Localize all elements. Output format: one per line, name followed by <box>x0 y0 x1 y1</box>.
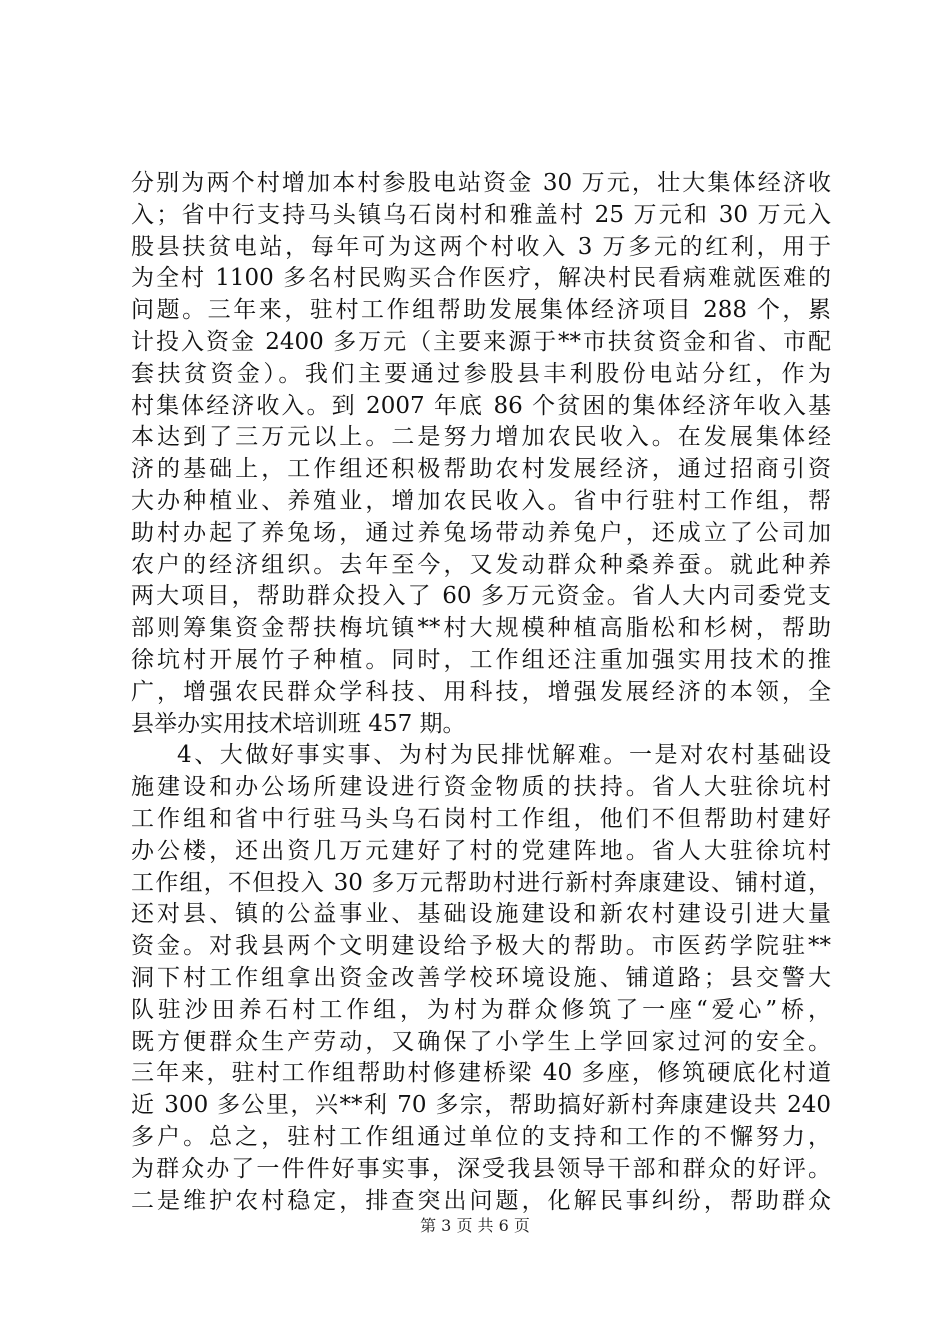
text-line: 工作组和省中行驻马头乌石岗村工作组，他们不但帮助村建好 <box>131 805 831 832</box>
text-line: 两大项目，帮助群众投入了 60 多万元资金。省人大内司委党支 <box>131 583 831 610</box>
text-line: 二是维护农村稳定，排查突出问题，化解民事纠纷，帮助群众 <box>131 1187 831 1214</box>
text-line: 资金。对我县两个文明建设给予极大的帮助。市医药学院驻** <box>131 933 831 960</box>
text-line: 为群众办了一件件好事实事，深受我县领导干部和群众的好评。 <box>131 1155 831 1182</box>
text-line: 工作组，不但投入 30 多万元帮助村进行新村奔康建设、铺村道， <box>131 869 831 896</box>
text-line: 多户。总之，驻村工作组通过单位的支持和工作的不懈努力， <box>131 1123 831 1150</box>
text-line: 农户的经济组织。去年至今，又发动群众种桑养蚕。就此种养 <box>131 551 831 578</box>
text-line: 办公楼，还出资几万元建好了村的党建阵地。省人大驻徐坑村 <box>131 837 831 864</box>
text-line: 还对县、镇的公益事业、基础设施建设和新农村建设引进大量 <box>131 901 831 928</box>
text-line: 广，增强农民群众学科技、用科技，增强发展经济的本领，全 <box>131 678 831 705</box>
text-line: 施建设和办公场所建设进行资金物质的扶持。省人大驻徐坑村 <box>131 774 831 801</box>
paragraph-start-line: 4、大做好事实事、为村为民排忧解难。一是对农村基础设 <box>177 742 831 769</box>
page-footer: 第 3 页 共 6 页 <box>420 1216 530 1235</box>
text-line: 套扶贫资金）。我们主要通过参股县丰利股份电站分红，作为 <box>131 360 831 387</box>
text-line: 村集体经济收入。到 2007 年底 86 个贫困的集体经济年收入基 <box>131 392 831 419</box>
text-line: 助村办起了养兔场，通过养兔场带动养兔户，还成立了公司加 <box>131 519 831 546</box>
text-line: 大办种植业、养殖业，增加农民收入。省中行驻村工作组，帮 <box>131 487 831 514</box>
text-line: 股县扶贫电站，每年可为这两个村收入 3 万多元的红利，用于 <box>131 233 831 260</box>
text-line: 既方便群众生产劳动，又确保了小学生上学回家过河的安全。 <box>131 1028 831 1055</box>
text-line: 入；省中行支持马头镇乌石岗村和雅盖村 25 万元和 30 万元入 <box>131 201 831 228</box>
text-line: 洞下村工作组拿出资金改善学校环境设施、铺道路；县交警大 <box>131 964 831 991</box>
paragraph-end-line: 县举办实用技术培训班 457 期。 <box>131 710 466 737</box>
text-line: 徐坑村开展竹子种植。同时，工作组还注重加强实用技术的推 <box>131 646 831 673</box>
text-line: 分别为两个村增加本村参股电站资金 30 万元，壮大集体经济收 <box>131 170 831 196</box>
text-line: 部则筹集资金帮扶梅坑镇**村大规模种植高脂松和杉树，帮助 <box>131 615 831 642</box>
text-line: 队驻沙田养石村工作组，为村为群众修筑了一座“爱心”桥， <box>131 996 831 1023</box>
text-line: 为全村 1100 多名村民购买合作医疗，解决村民看病难就医难的 <box>131 265 831 292</box>
text-line: 本达到了三万元以上。二是努力增加农民收入。在发展集体经 <box>131 424 831 451</box>
body-text <box>131 168 831 1217</box>
text-line: 问题。三年来，驻村工作组帮助发展集体经济项目 288 个，累 <box>131 297 831 324</box>
text-line: 计投入资金 2400 多万元（主要来源于**市扶贫资金和省、市配 <box>131 328 831 355</box>
text-line: 济的基础上，工作组还积极帮助农村发展经济，通过招商引资 <box>131 456 831 483</box>
text-line: 三年来，驻村工作组帮助村修建桥梁 40 多座，修筑硬底化村道 <box>131 1060 831 1087</box>
text-line: 近 300 多公里，兴**利 70 多宗，帮助搞好新村奔康建设共 240 <box>131 1092 831 1119</box>
